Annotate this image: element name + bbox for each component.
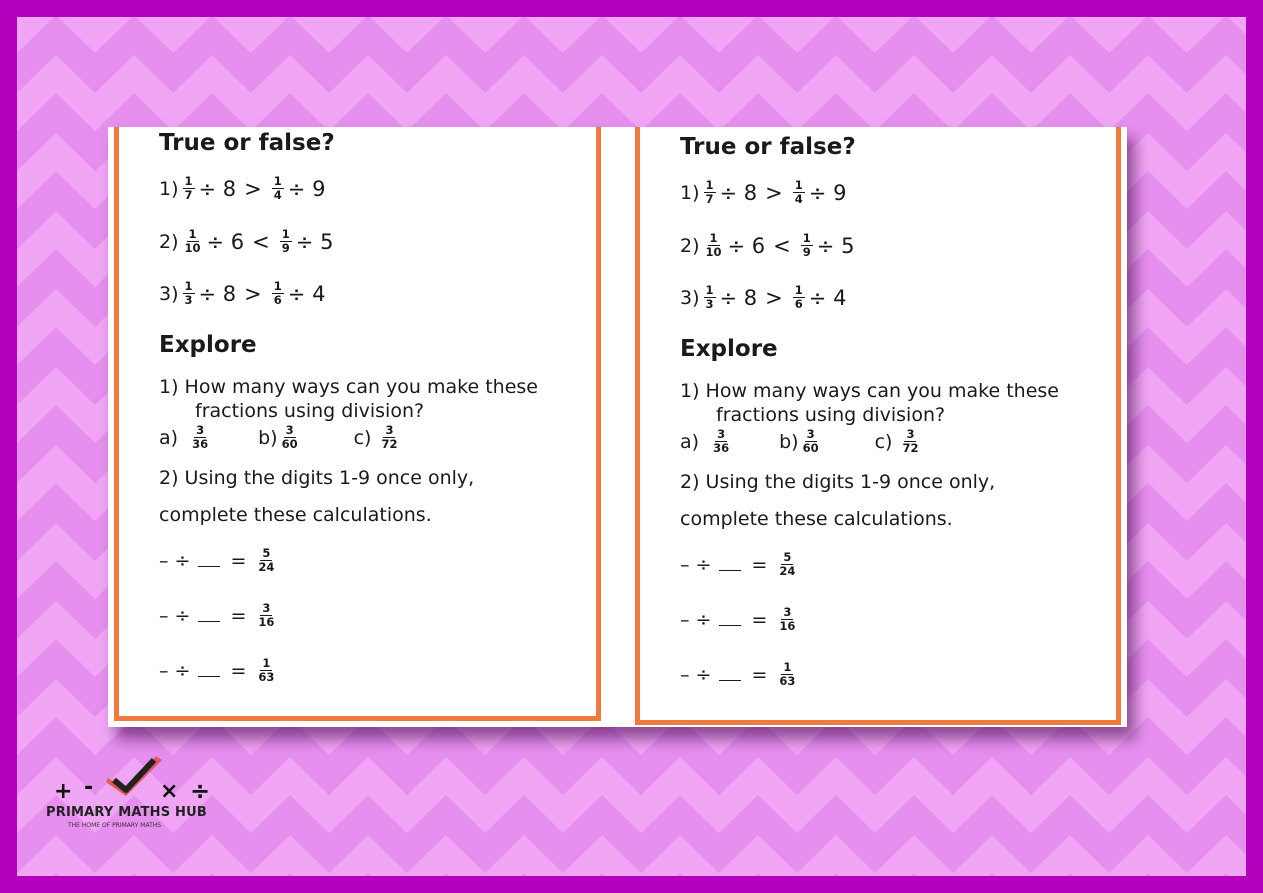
calculation-3: – ÷ = $\frac{1}{63}$ — [159, 656, 275, 684]
multiply-symbol: × — [160, 779, 179, 804]
calculation-1: – ÷ = $\frac{5}{24}$ — [680, 550, 796, 578]
checkmark-pencil-icon — [42, 752, 222, 807]
option-b: b) $\frac{3}{60}$ — [779, 427, 819, 455]
minus-symbol: - — [84, 775, 94, 800]
explore-question-1-line-2: fractions using division? — [195, 400, 425, 422]
fraction: $\frac{1}{6}$ — [273, 279, 282, 307]
explore-question-1-line-1: 1) How many ways can you make these — [680, 380, 1059, 402]
calculation-1: – ÷ = $\frac{5}{24}$ — [159, 546, 275, 574]
calculation-3: – ÷ = $\frac{1}{63}$ — [680, 660, 796, 688]
fraction: $\frac{1}{3}$ — [184, 279, 193, 307]
option-c: c) $\frac{3}{72}$ — [874, 427, 919, 455]
fraction: $\frac{1}{6}$ — [794, 283, 803, 311]
explore-question-2-line-1: 2) Using the digits 1-9 once only, — [159, 467, 475, 489]
explore-question-2-line-2: complete these calculations. — [159, 504, 432, 526]
true-false-question-2: 2) $\frac{1}{10}$ ÷ 6 < $\frac{1}{9}$ ÷ 5 — [159, 227, 334, 255]
worksheet-card-left — [114, 127, 601, 721]
primary-maths-hub-logo — [42, 752, 222, 832]
fraction: $\frac{1}{7}$ — [184, 174, 193, 202]
true-false-question-2: 2) $\frac{1}{10}$ ÷ 6 < $\frac{1}{9}$ ÷ 5 — [680, 231, 855, 259]
explore-heading: Explore — [680, 336, 778, 362]
option-a: a) $\frac{3}{36}$ — [680, 427, 730, 455]
logo-title: PRIMARY MATHS HUB — [46, 805, 207, 820]
explore-question-1-line-2: fractions using division? — [716, 404, 946, 426]
calculation-2: – ÷ = $\frac{3}{16}$ — [159, 601, 275, 629]
explore-heading: Explore — [159, 332, 257, 358]
divide-symbol: ÷ — [190, 777, 211, 805]
worksheet-card-right — [635, 127, 1121, 725]
explore-options — [680, 428, 924, 455]
fraction: $\frac{1}{7}$ — [705, 178, 714, 206]
plus-symbol: + — [54, 779, 73, 804]
fraction: $\frac{1}{3}$ — [705, 283, 714, 311]
true-false-heading: True or false? — [680, 134, 856, 160]
fraction: $\frac{1}{10}$ — [184, 227, 201, 255]
option-a: a) $\frac{3}{36}$ — [159, 423, 209, 451]
true-false-question-1: 1) $\frac{1}{7}$ ÷ 8 > $\frac{1}{4}$ ÷ 9 — [680, 178, 847, 206]
chevron-stripe — [17, 17, 1246, 93]
fraction: $\frac{1}{10}$ — [705, 231, 722, 259]
true-false-question-3: 3) $\frac{1}{3}$ ÷ 8 > $\frac{1}{6}$ ÷ 4 — [680, 283, 847, 311]
explore-question-1-line-1: 1) How many ways can you make these — [159, 376, 538, 398]
true-false-question-3: 3) $\frac{1}{3}$ ÷ 8 > $\frac{1}{6}$ ÷ 4 — [159, 279, 326, 307]
chevron-stripe — [17, 873, 1246, 876]
true-false-heading: True or false? — [159, 130, 335, 156]
fraction: $\frac{1}{4}$ — [794, 178, 803, 206]
logo-subtitle: THE HOME OF PRIMARY MATHS — [68, 822, 162, 829]
explore-options — [159, 424, 403, 451]
option-c: c) $\frac{3}{72}$ — [353, 423, 398, 451]
true-false-question-1: 1) $\frac{1}{7}$ ÷ 8 > $\frac{1}{4}$ ÷ 9 — [159, 174, 326, 202]
fraction: $\frac{1}{9}$ — [802, 231, 811, 259]
fraction: $\frac{1}{4}$ — [273, 174, 282, 202]
worksheet-image — [108, 127, 1127, 727]
explore-question-2-line-1: 2) Using the digits 1-9 once only, — [680, 471, 996, 493]
fraction: $\frac{1}{9}$ — [281, 227, 290, 255]
explore-question-2-line-2: complete these calculations. — [680, 508, 953, 530]
option-b: b) $\frac{3}{60}$ — [258, 423, 298, 451]
calculation-2: – ÷ = $\frac{3}{16}$ — [680, 605, 796, 633]
